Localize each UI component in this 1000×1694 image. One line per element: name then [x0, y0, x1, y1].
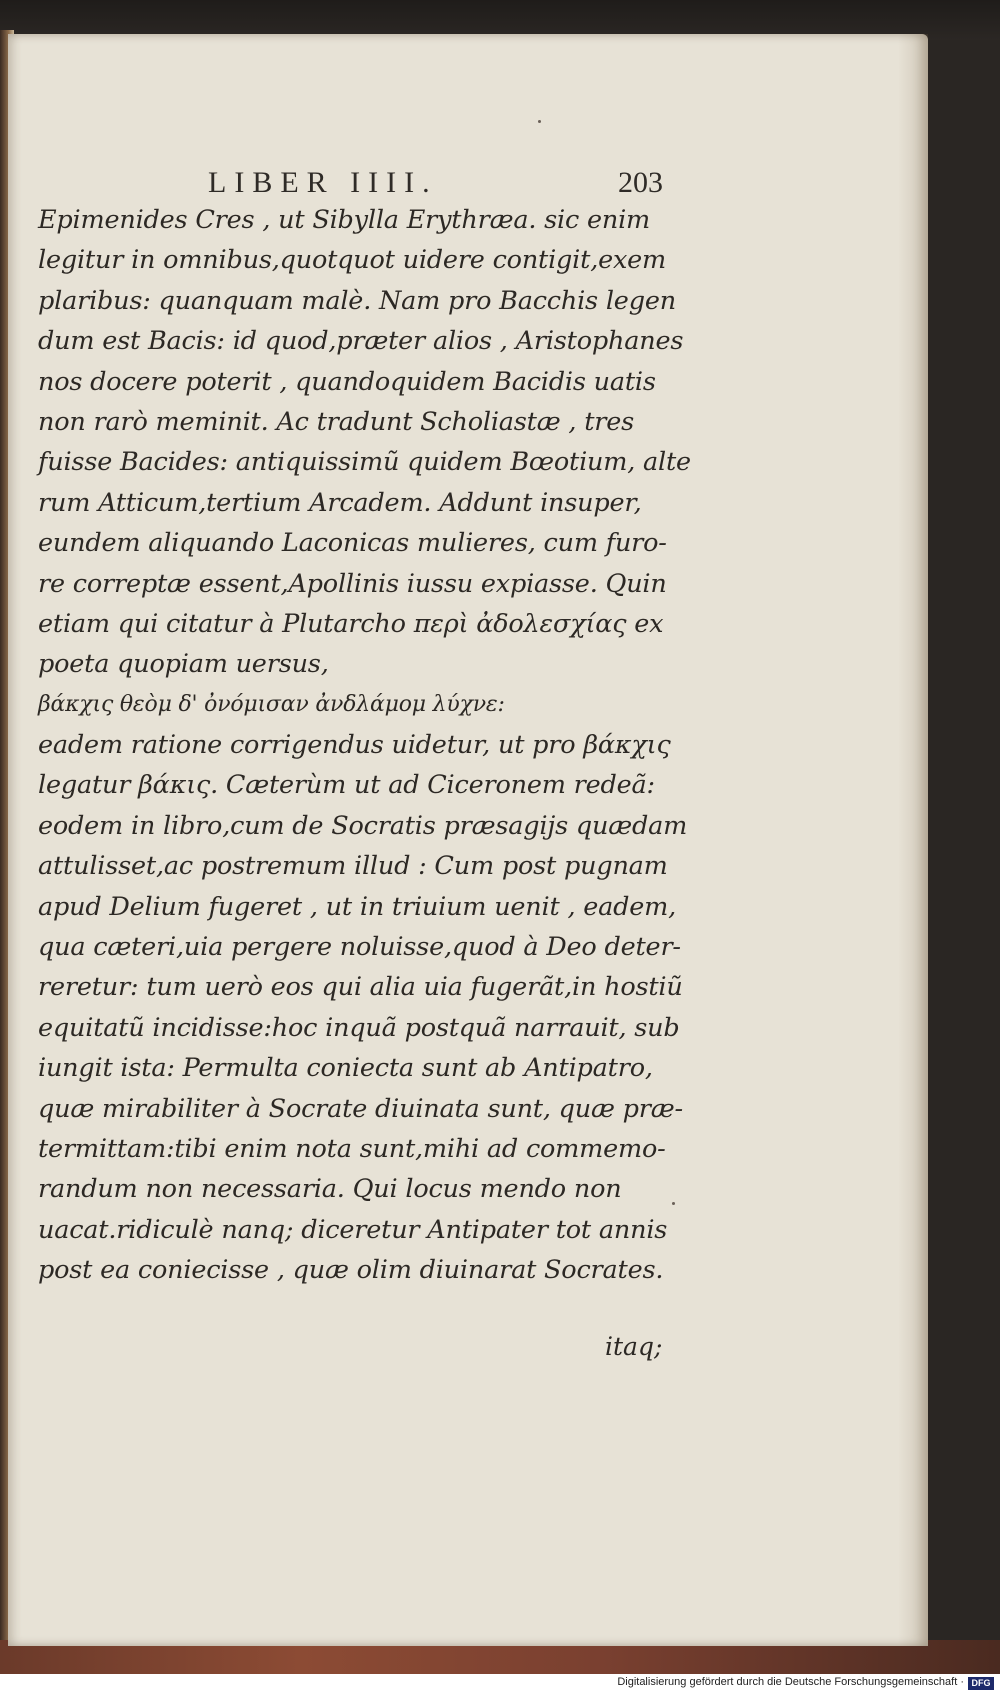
text-line: eodem in libro,cum de Socratis præsagijs quædam	[38, 810, 688, 841]
text-line: iungit ista: Permulta coniecta sunt ab Antipatro,	[38, 1053, 653, 1084]
text-line: reretur: tum uerò eos qui alia uia fugerãt,in hostiũ	[38, 972, 683, 1003]
paper-speck	[538, 120, 541, 123]
text-line: quæ mirabiliter à Socrate diuinata sunt, quæ præ-	[38, 1093, 683, 1124]
text-line: equitatũ incidisse:hoc inquã postquã narrauit, sub	[38, 1012, 680, 1043]
text-line: uacat.ridiculè nanq; diceretur Antipater tot annis	[38, 1214, 668, 1245]
running-head	[8, 130, 928, 199]
page-number: 203	[618, 166, 663, 199]
page-curl-shadow	[898, 34, 928, 1646]
text-line: dum est Bacis: id quod,præter alios , Aristophanes	[38, 326, 684, 357]
text-line: rum Atticum,tertium Arcadem. Addunt insuper,	[38, 487, 642, 518]
text-line: re correptæ essent,Apollinis iussu expiasse. Quin	[38, 568, 667, 599]
text-line: nos docere poterit , quandoquidem Bacidis uatis	[38, 366, 656, 397]
running-title: LIBER IIII.	[208, 166, 438, 199]
text-line: non rarò meminit. Ac tradunt Scholiastæ , tres	[38, 406, 635, 437]
text-line: legatur βάκις. Cæterùm ut ad Ciceronem redeã:	[38, 770, 655, 801]
body-text	[38, 200, 691, 1291]
text-line: legitur in omnibus,quotquot uidere contigit,exem	[38, 245, 667, 276]
text-line: attulisset,ac postremum illud : Cum post pugnam	[38, 851, 668, 882]
greek-verse-line: βάκχις θεὸμ δ' ὀνόμισαν ἀνδλάμομ λύχνε:	[38, 691, 505, 717]
book-page	[8, 34, 928, 1646]
catchword: itaq;	[605, 1332, 663, 1361]
text-line: eadem ratione corrigendus uidetur, ut pro βάκχις	[38, 730, 671, 761]
text-line: eundem aliquando Laconicas mulieres, cum furo-	[38, 528, 667, 559]
text-line: qua cæteri,uia pergere noluisse,quod à Deo deter-	[38, 932, 681, 963]
footer-credit: Digitalisierung gefördert durch die Deutsche Forschungsgemeinschaft ·	[617, 1676, 964, 1688]
text-line: plaribus: quanquam malè. Nam pro Bacchis legen	[38, 285, 676, 316]
text-line: Epimenides Cres , ut Sibylla Erythræa. sic enim	[38, 205, 651, 235]
text-line: etiam qui citatur à Plutarcho περὶ ἀδολεσχίας ex	[38, 608, 664, 639]
text-line: post ea coniecisse , quæ olim diuinarat Socrates.	[38, 1255, 664, 1286]
text-line: termittam:tibi enim nota sunt,mihi ad commemo-	[38, 1133, 666, 1164]
text-line: apud Delium fugeret , ut in triuium uenit , eadem,	[38, 891, 677, 922]
text-line: fuisse Bacides: antiquissimũ quidem Bœotium, alte	[38, 447, 691, 478]
dfg-logo: DFG	[968, 1677, 994, 1690]
text-line: poeta quopiam uersus,	[38, 649, 329, 680]
digitization-footer	[0, 1674, 1000, 1694]
text-line: randum non necessaria. Qui locus mendo non	[38, 1174, 622, 1205]
